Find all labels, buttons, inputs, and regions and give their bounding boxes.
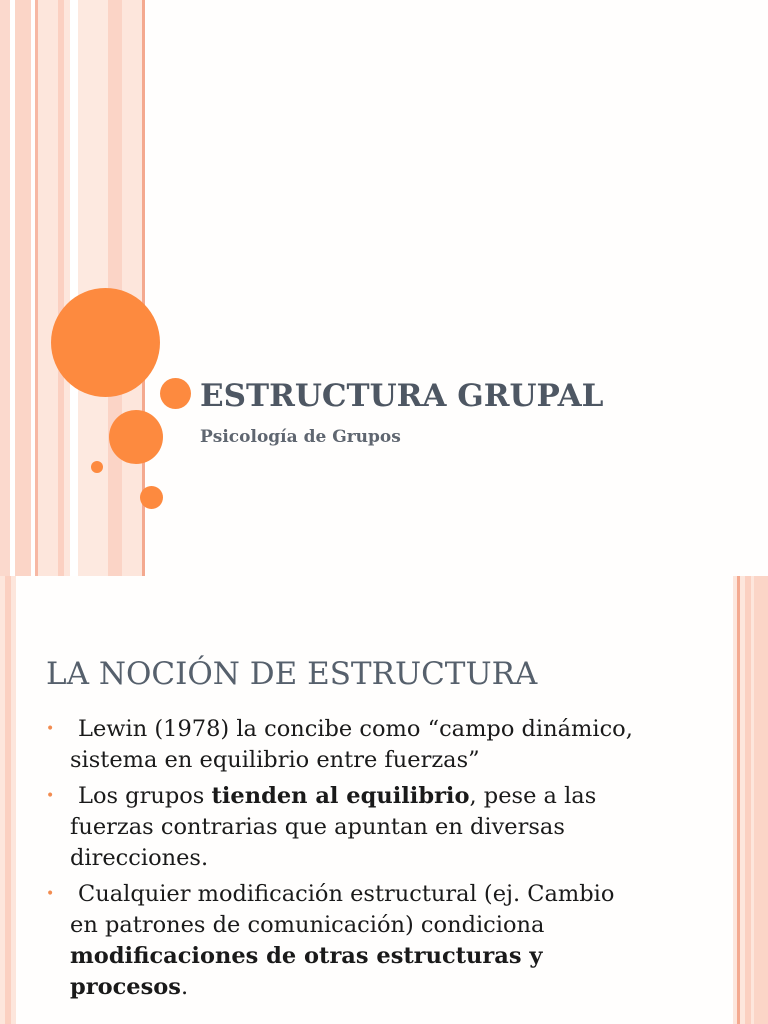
bullet-text: , pese a las fuerzas contrarias que apuntan en diversas direcciones. xyxy=(70,783,597,871)
list-item xyxy=(46,781,646,874)
decorative-circle-medium xyxy=(109,410,163,464)
decorative-stripe xyxy=(0,0,10,576)
bullet-emphasis: tienden al equilibrio xyxy=(211,783,470,809)
decorative-stripe xyxy=(754,576,768,1024)
decorative-stripe xyxy=(70,0,78,576)
bullet-text: Cualquier modificación estructural (ej. Cambio en patrones de comunicación) condiciona xyxy=(70,881,615,938)
slide-title: ESTRUCTURA GRUPAL xyxy=(200,378,604,414)
decorative-stripe xyxy=(38,0,58,576)
bullet-text: Lewin (1978) la concibe como “campo dinámico, sistema en equilibrio entre fuerzas” xyxy=(70,716,633,773)
decorative-stripe xyxy=(15,0,31,576)
decorative-circle-small xyxy=(160,378,191,409)
bullet-icon: • xyxy=(46,721,55,737)
bullet-list xyxy=(46,714,646,1008)
decorative-circle-small xyxy=(140,486,163,509)
decorative-circle-tiny xyxy=(91,461,103,473)
content-slide xyxy=(0,576,768,1024)
bullet-text: Los grupos xyxy=(78,783,212,809)
list-item xyxy=(46,714,646,776)
bullet-icon: • xyxy=(46,788,55,804)
decorative-stripe xyxy=(11,576,16,1024)
decorative-stripe xyxy=(122,0,142,576)
list-item xyxy=(46,879,646,1003)
slide-subtitle: Psicología de Grupos xyxy=(200,427,401,447)
decorative-circle-large xyxy=(51,288,160,397)
bullet-text: . xyxy=(180,974,189,1000)
bullet-emphasis: modificaciones de otras estructuras y procesos xyxy=(70,943,543,1000)
slide-title: LA NOCIÓN DE ESTRUCTURA xyxy=(46,656,538,692)
bullet-icon: • xyxy=(46,886,55,902)
